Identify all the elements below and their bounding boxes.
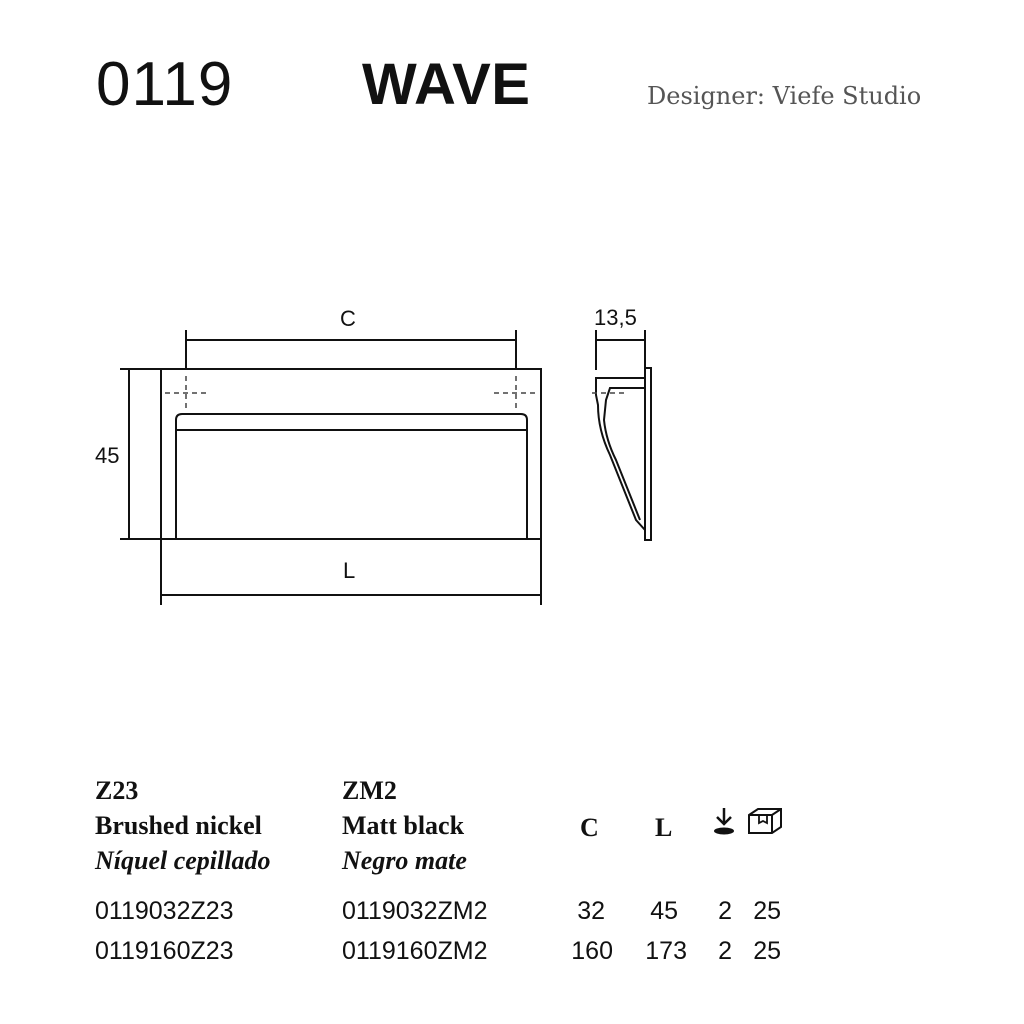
finish-2-name-es: Negro mate [342, 846, 467, 875]
side-view [596, 368, 651, 540]
dimension-height [120, 369, 161, 539]
finish-1-name-en: Brushed nickel [95, 811, 262, 840]
product-code: 0119 [96, 50, 234, 119]
row-2-l: 173 [645, 937, 687, 965]
dimension-depth [596, 330, 645, 370]
dim-label-height: 45 [95, 443, 120, 468]
front-view-outline [161, 369, 541, 539]
designer-credit: Designer: Viefe Studio [647, 82, 922, 110]
finish-1-code: Z23 [95, 776, 139, 805]
row-2-c: 160 [571, 937, 613, 965]
finish-2-code: ZM2 [342, 776, 397, 805]
row-2-screws: 2 [718, 937, 732, 965]
hole-center-marks [165, 376, 537, 412]
dim-label-l: L [343, 558, 356, 583]
column-header-l: L [655, 813, 673, 842]
screw-icon [711, 806, 737, 836]
row-1-ref-z23: 0119032Z23 [95, 897, 234, 925]
row-1-ref-zm2: 0119032ZM2 [342, 897, 488, 925]
dimension-c [186, 330, 516, 369]
row-2-ref-zm2: 0119160ZM2 [342, 937, 488, 965]
row-1-box: 25 [753, 897, 781, 925]
row-2-box: 25 [753, 937, 781, 965]
front-view-recess [176, 414, 527, 539]
box-icon [746, 806, 784, 836]
product-name: WAVE [362, 52, 531, 117]
dim-label-depth: 13,5 [594, 305, 637, 330]
row-1-l: 45 [650, 897, 678, 925]
column-header-c: C [580, 813, 599, 842]
row-1-screws: 2 [718, 897, 732, 925]
dim-label-c: C [340, 306, 356, 331]
row-1-c: 32 [577, 897, 605, 925]
row-2-ref-z23: 0119160Z23 [95, 937, 234, 965]
finish-1-name-es: Níquel cepillado [95, 846, 271, 875]
finish-2-name-en: Matt black [342, 811, 465, 840]
